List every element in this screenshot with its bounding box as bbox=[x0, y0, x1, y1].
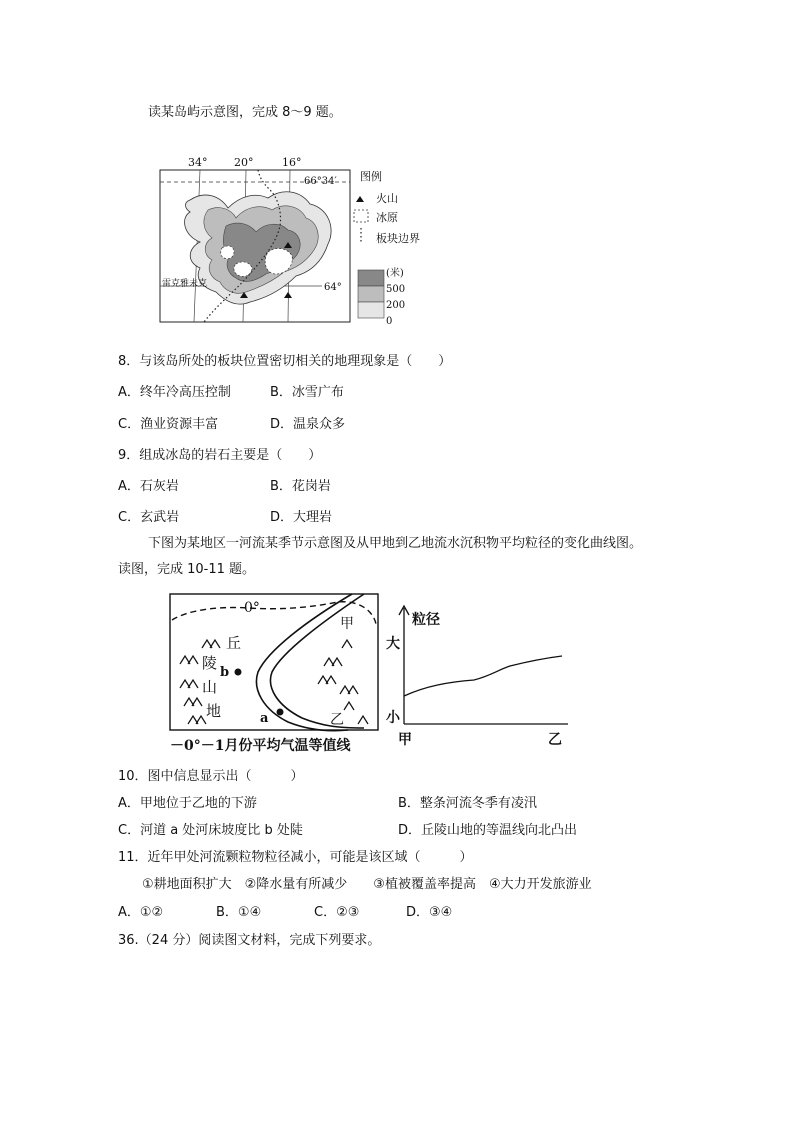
lon-label-16: 16° bbox=[282, 156, 302, 169]
iceland-map bbox=[150, 152, 430, 330]
q11-stem: 11．近年甲处河流颗粒物粒径减小，可能是该区域（ ） bbox=[118, 850, 473, 865]
legend-boundary: 板块边界 bbox=[376, 232, 420, 245]
q9-option-c[interactable]: C．玄武岩 bbox=[118, 510, 180, 525]
q10-stem: 10．图中信息显示出（ ） bbox=[118, 769, 304, 784]
lon-label-34: 34° bbox=[188, 156, 208, 169]
graph-y-low: 小 bbox=[386, 710, 400, 726]
legend-500: 500 bbox=[386, 284, 406, 295]
river-map bbox=[168, 590, 388, 756]
q10-option-b[interactable]: B．整条河流冬季有凌汛 bbox=[398, 796, 537, 811]
legend-200: 200 bbox=[386, 300, 406, 311]
graph-x-end: 乙 bbox=[548, 732, 562, 748]
legend-volcano: 火山 bbox=[376, 192, 398, 205]
q11-option-c[interactable]: C．②③ bbox=[314, 905, 360, 920]
q8-stem: 8．与该岛所处的板块位置密切相关的地理现象是（ ） bbox=[118, 354, 452, 369]
q8-option-a[interactable]: A．终年冷高压控制 bbox=[118, 385, 231, 400]
isotherm-label: 0° bbox=[244, 600, 260, 616]
legend-0-swatch bbox=[358, 302, 384, 318]
q8-option-c[interactable]: C．渔业资源丰富 bbox=[118, 417, 219, 432]
q36-stem: 36.（24 分）阅读图文材料，完成下列要求。 bbox=[118, 933, 381, 948]
legend-volcano-icon bbox=[356, 196, 364, 202]
isotherm-caption: －0°－1月份平均气温等值线 bbox=[170, 738, 351, 754]
graph-x-start: 甲 bbox=[398, 732, 412, 748]
yi-label: 乙 bbox=[330, 712, 344, 728]
point-a-marker bbox=[277, 709, 284, 716]
legend-title: 图例 bbox=[360, 170, 382, 183]
q10-option-c[interactable]: C．河道 a 处河床坡度比 b 处陡 bbox=[118, 823, 303, 838]
legend-500-swatch bbox=[358, 270, 384, 286]
q11-option-a[interactable]: A．①② bbox=[118, 905, 164, 920]
q8-9-intro: 读某岛屿示意图，完成 8～9 题。 bbox=[148, 105, 342, 120]
q11-option-d[interactable]: D．③④ bbox=[406, 905, 453, 920]
legend-200-swatch bbox=[358, 286, 384, 302]
q9-option-a[interactable]: A．石灰岩 bbox=[118, 479, 179, 494]
label-qiu: 丘 bbox=[226, 634, 242, 652]
legend-glacier: 冰原 bbox=[376, 211, 398, 224]
iceland-map-figure bbox=[150, 152, 430, 330]
label-di: 地 bbox=[206, 702, 222, 720]
river-map-figure bbox=[168, 590, 388, 756]
city-label: 雷克雅未克 bbox=[162, 279, 208, 289]
graph-y-high: 大 bbox=[386, 636, 400, 652]
grain-size-chart bbox=[386, 604, 572, 752]
label-ling: 陵 bbox=[202, 654, 218, 672]
q10-11-intro: 下图为某地区一河流某季节示意图及从甲地到乙地流水沉积物平均粒径的变化曲线图。 bbox=[148, 536, 643, 551]
lat-64-label: 64° bbox=[324, 282, 342, 293]
grain-size-graph bbox=[386, 604, 572, 752]
legend-unit: (米) bbox=[386, 268, 404, 279]
arctic-circle-label: 66°34′ bbox=[304, 176, 337, 187]
q10-11-intro-cont: 读图，完成 10-11 题。 bbox=[118, 562, 256, 577]
label-b: b bbox=[220, 665, 230, 680]
q11-option-b[interactable]: B．①④ bbox=[216, 905, 262, 920]
label-a: a bbox=[260, 711, 269, 726]
q8-option-d[interactable]: D．温泉众多 bbox=[270, 417, 346, 432]
point-b-marker bbox=[235, 669, 242, 676]
q10-option-a[interactable]: A．甲地位于乙地的下游 bbox=[118, 796, 257, 811]
legend-0: 0 bbox=[386, 316, 393, 327]
q11-statements: ①耕地面积扩大 ②降水量有所减少 ③植被覆盖率提高 ④大力开发旅游业 bbox=[142, 877, 592, 892]
q8-option-b[interactable]: B．冰雪广布 bbox=[270, 385, 344, 400]
jia-label: 甲 bbox=[340, 616, 354, 632]
lon-label-20: 20° bbox=[234, 156, 254, 169]
q9-option-b[interactable]: B．花岗岩 bbox=[270, 479, 331, 494]
graph-ylabel: 粒径 bbox=[412, 612, 440, 628]
grain-size-curve bbox=[404, 656, 562, 696]
label-shan: 山 bbox=[202, 678, 218, 696]
legend-glacier-swatch bbox=[354, 210, 368, 222]
q9-option-d[interactable]: D．大理岩 bbox=[270, 510, 333, 525]
q9-stem: 9．组成冰岛的岩石主要是（ ） bbox=[118, 448, 322, 463]
q10-option-d[interactable]: D．丘陵山地的等温线向北凸出 bbox=[398, 823, 578, 838]
